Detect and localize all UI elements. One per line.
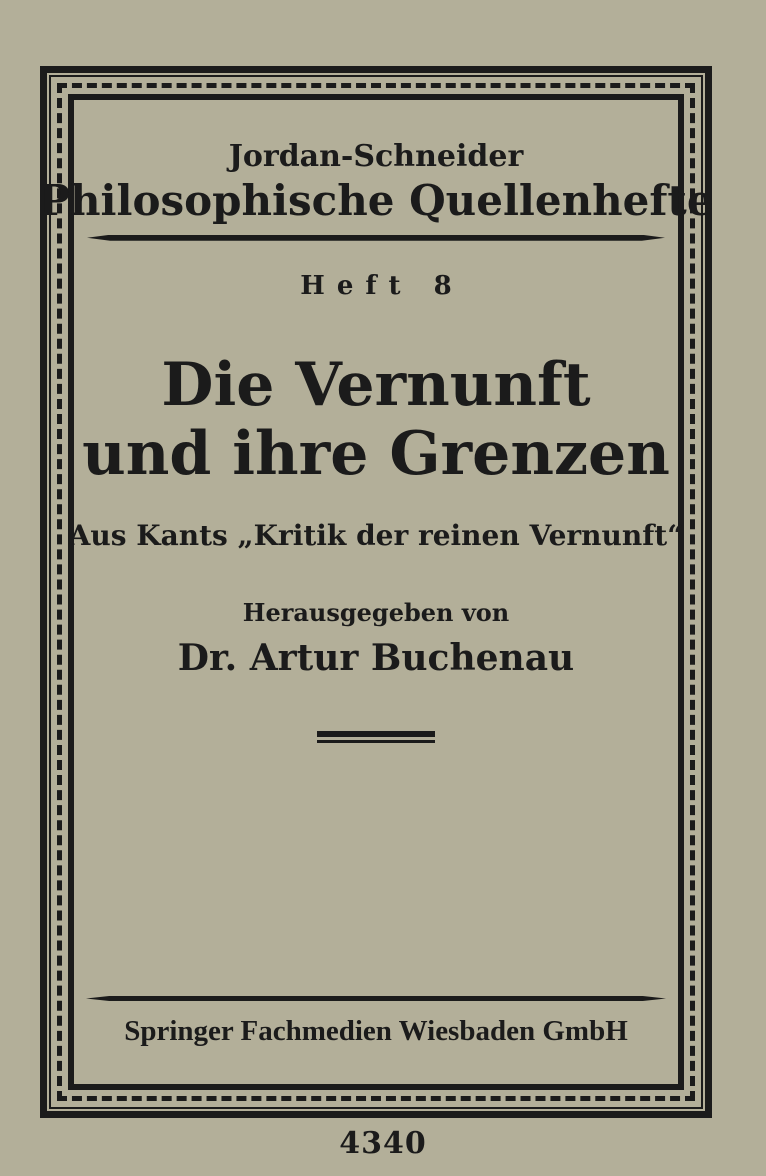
border-thin-line [38,75,714,1109]
series-divider-rule [87,235,665,241]
catalog-number: 4340 [339,1126,427,1161]
series-editors: Jordan-Schneider [228,139,524,174]
book-title-line2: und ihre Grenzen [82,418,670,489]
book-title-line1: Die Vernunft [161,349,591,420]
series-title: Philosophische Quellenhefte [38,175,714,225]
ornamental-border [40,66,712,1118]
publisher-divider-rule [86,996,666,1001]
book-title [82,351,670,489]
book-subtitle: Aus Kants „Kritik der reinen Vernunft“ [68,518,684,552]
editor-name: Dr. Artur Buchenau [177,636,575,679]
center-double-rule [317,731,435,743]
border-ornament-chain [38,83,714,1101]
editor-label: Herausgegeben von [242,597,510,627]
double-rule-thin-bar [317,740,435,743]
border-inner-thick [38,94,714,1090]
issue-number: Heft 8 [300,270,464,301]
border-outer-thick [40,66,712,1118]
publisher-name: Springer Fachmedien Wiesbaden GmbH [124,1015,628,1047]
title-page-content [38,100,714,1084]
